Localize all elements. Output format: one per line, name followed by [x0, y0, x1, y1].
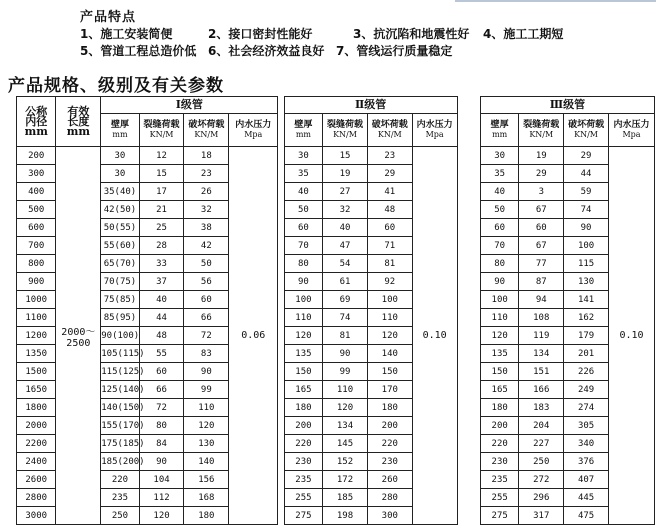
cell-crack-load: 119: [519, 327, 564, 345]
cell-wall-thickness: 200: [480, 417, 518, 435]
cell-wall-thickness: 175(185): [101, 435, 139, 453]
cell-wall-thickness: 120: [284, 327, 322, 345]
cell-diameter: 2800: [17, 489, 56, 507]
cell-diameter: 600: [17, 219, 56, 237]
cell-wall-thickness: 275: [480, 507, 518, 525]
gap-cell: [457, 114, 480, 147]
cell-diameter: 1100: [17, 309, 56, 327]
cell-effective-length: 2000～2500: [56, 147, 101, 525]
cell-failure-load: 100: [564, 237, 609, 255]
cell-wall-thickness: 220: [284, 435, 322, 453]
cell-crack-load: 204: [519, 417, 564, 435]
cell-failure-load: 90: [184, 363, 229, 381]
cell-crack-load: 90: [323, 345, 368, 363]
gap-cell: [457, 97, 480, 114]
col-header-failure-load: 破坏荷载 KN/M: [184, 114, 229, 147]
cell-wall-thickness: 110: [480, 309, 518, 327]
cell-wall-thickness: 50(55): [101, 219, 139, 237]
table-row: [17, 309, 655, 327]
table-row: [17, 165, 655, 183]
cell-diameter: 2000: [17, 417, 56, 435]
cell-crack-load: 40: [323, 219, 368, 237]
cell-failure-load: 38: [184, 219, 229, 237]
cell-crack-load: 37: [139, 273, 184, 291]
cell-wall-thickness: 220: [480, 435, 518, 453]
grade-1-header: Ⅰ级管: [101, 97, 278, 114]
cell-crack-load: 99: [323, 363, 368, 381]
cell-failure-load: 99: [184, 381, 229, 399]
cell-wall-thickness: 42(50): [101, 201, 139, 219]
cell-wall-thickness: 140(150): [101, 399, 139, 417]
cell-wall-thickness: 90(100): [101, 327, 139, 345]
cell-crack-load: 74: [323, 309, 368, 327]
cell-wall-thickness: 105(115): [101, 345, 139, 363]
cell-crack-load: 134: [519, 345, 564, 363]
cell-crack-load: 185: [323, 489, 368, 507]
cell-failure-load: 115: [564, 255, 609, 273]
cell-failure-load: 120: [184, 417, 229, 435]
cell-failure-load: 71: [367, 237, 412, 255]
cell-diameter: 1200: [17, 327, 56, 345]
cell-failure-load: 41: [367, 183, 412, 201]
cell-diameter: 2400: [17, 453, 56, 471]
col-header-length: 有效长度 mm: [56, 97, 101, 147]
cell-wall-thickness: 250: [101, 507, 139, 525]
product-features: [80, 9, 563, 60]
table-row: [17, 147, 655, 165]
cell-wall-thickness: 115(125): [101, 363, 139, 381]
cell-crack-load: 54: [323, 255, 368, 273]
table-row: [17, 291, 655, 309]
cell-failure-load: 29: [564, 147, 609, 165]
cell-failure-load: 475: [564, 507, 609, 525]
cell-wall-thickness: 55(60): [101, 237, 139, 255]
cell-failure-load: 200: [367, 417, 412, 435]
col-header-crack-load: 裂缝荷载 KN/M: [139, 114, 184, 147]
cell-failure-load: 81: [367, 255, 412, 273]
feature-item: 1、施工安装简便: [80, 27, 173, 41]
cell-wall-thickness: 70(75): [101, 273, 139, 291]
cell-failure-load: 300: [367, 507, 412, 525]
cell-crack-load: 90: [139, 453, 184, 471]
table-row: [17, 237, 655, 255]
spec-table: [16, 96, 655, 525]
cell-wall-thickness: 165: [284, 381, 322, 399]
cell-diameter: 1000: [17, 291, 56, 309]
cell-crack-load: 317: [519, 507, 564, 525]
cell-wall-thickness: 30: [101, 147, 139, 165]
cell-diameter: 1650: [17, 381, 56, 399]
cell-water-pressure: 0.06: [229, 147, 278, 525]
cell-wall-thickness: 50: [480, 201, 518, 219]
gap-cell: [457, 147, 480, 525]
cell-wall-thickness: 90: [284, 273, 322, 291]
cell-wall-thickness: 235: [480, 471, 518, 489]
cell-crack-load: 32: [323, 201, 368, 219]
table-row: [17, 453, 655, 471]
table-row: [17, 363, 655, 381]
cell-crack-load: 84: [139, 435, 184, 453]
cell-crack-load: 87: [519, 273, 564, 291]
cell-diameter: 2600: [17, 471, 56, 489]
features-row-2: [80, 43, 563, 60]
features-title: 产品特点: [80, 10, 137, 25]
cell-crack-load: 198: [323, 507, 368, 525]
cell-failure-load: 168: [184, 489, 229, 507]
table-row: [17, 201, 655, 219]
spec-table-wrapper: [16, 96, 655, 529]
col-header-crack-load: 裂缝荷载 KN/M: [519, 114, 564, 147]
col-header-failure-load: 破坏荷载 KN/M: [367, 114, 412, 147]
cell-crack-load: 29: [519, 165, 564, 183]
cell-wall-thickness: 35: [480, 165, 518, 183]
cell-crack-load: 152: [323, 453, 368, 471]
cell-crack-load: 47: [323, 237, 368, 255]
cell-wall-thickness: 30: [480, 147, 518, 165]
cell-failure-load: 162: [564, 309, 609, 327]
cell-wall-thickness: 135: [480, 345, 518, 363]
cell-water-pressure: 0.10: [412, 147, 457, 525]
cell-crack-load: 55: [139, 345, 184, 363]
cell-failure-load: 141: [564, 291, 609, 309]
cell-diameter: 400: [17, 183, 56, 201]
col-header-failure-load: 破坏荷载 KN/M: [564, 114, 609, 147]
cell-wall-thickness: 120: [480, 327, 518, 345]
col-header-water-pressure: 内水压力 Mpa: [412, 114, 457, 147]
feature-item: 2、接口密封性能好: [208, 27, 313, 41]
table-row: [17, 417, 655, 435]
cell-wall-thickness: 75(85): [101, 291, 139, 309]
feature-item: 5、管道工程总造价低: [80, 44, 197, 58]
feature-item: 7、管线运行质量稳定: [336, 44, 453, 58]
cell-crack-load: 77: [519, 255, 564, 273]
cell-crack-load: 183: [519, 399, 564, 417]
cell-crack-load: 3: [519, 183, 564, 201]
cell-failure-load: 42: [184, 237, 229, 255]
cell-wall-thickness: 60: [284, 219, 322, 237]
cell-failure-load: 130: [564, 273, 609, 291]
cell-crack-load: 19: [519, 147, 564, 165]
cell-wall-thickness: 100: [284, 291, 322, 309]
col-header-diameter: 公称内径 mm: [17, 97, 56, 147]
cell-wall-thickness: 165: [480, 381, 518, 399]
features-row-1: [80, 26, 563, 43]
table-row: [17, 381, 655, 399]
spec-section-title: 产品规格、级别及有关参数: [8, 76, 224, 96]
table-row: [17, 327, 655, 345]
cell-failure-load: 230: [367, 453, 412, 471]
cell-wall-thickness: 35(40): [101, 183, 139, 201]
cell-failure-load: 220: [367, 435, 412, 453]
cell-crack-load: 66: [139, 381, 184, 399]
cell-crack-load: 21: [139, 201, 184, 219]
cell-crack-load: 94: [519, 291, 564, 309]
table-row: [17, 255, 655, 273]
cell-crack-load: 80: [139, 417, 184, 435]
cell-failure-load: 48: [367, 201, 412, 219]
cell-failure-load: 66: [184, 309, 229, 327]
cell-failure-load: 92: [367, 273, 412, 291]
cell-wall-thickness: 80: [480, 255, 518, 273]
cell-crack-load: 60: [139, 363, 184, 381]
cell-wall-thickness: 255: [480, 489, 518, 507]
cell-failure-load: 170: [367, 381, 412, 399]
cell-failure-load: 260: [367, 471, 412, 489]
cell-crack-load: 69: [323, 291, 368, 309]
cell-crack-load: 60: [519, 219, 564, 237]
cell-wall-thickness: 180: [284, 399, 322, 417]
cell-wall-thickness: 180: [480, 399, 518, 417]
cell-wall-thickness: 60: [480, 219, 518, 237]
cell-crack-load: 15: [323, 147, 368, 165]
cell-diameter: 300: [17, 165, 56, 183]
cell-crack-load: 48: [139, 327, 184, 345]
cell-failure-load: 445: [564, 489, 609, 507]
table-row: [17, 471, 655, 489]
cell-failure-load: 44: [564, 165, 609, 183]
cell-failure-load: 156: [184, 471, 229, 489]
cell-crack-load: 19: [323, 165, 368, 183]
table-row: [17, 183, 655, 201]
cell-failure-load: 280: [367, 489, 412, 507]
cell-failure-load: 305: [564, 417, 609, 435]
cell-wall-thickness: 70: [480, 237, 518, 255]
cell-failure-load: 249: [564, 381, 609, 399]
cell-crack-load: 110: [323, 381, 368, 399]
cell-wall-thickness: 65(70): [101, 255, 139, 273]
cell-wall-thickness: 255: [284, 489, 322, 507]
col-header-crack-load: 裂缝荷载 KN/M: [323, 114, 368, 147]
table-row: [17, 507, 655, 525]
grade-2-header: Ⅱ级管: [284, 97, 457, 114]
cell-wall-thickness: 235: [284, 471, 322, 489]
cell-diameter: 900: [17, 273, 56, 291]
cell-wall-thickness: 30: [101, 165, 139, 183]
cell-diameter: 500: [17, 201, 56, 219]
cell-failure-load: 180: [367, 399, 412, 417]
table-row: [17, 219, 655, 237]
cell-failure-load: 179: [564, 327, 609, 345]
cell-diameter: 200: [17, 147, 56, 165]
cell-failure-load: 110: [184, 399, 229, 417]
cell-crack-load: 67: [519, 237, 564, 255]
cell-failure-load: 274: [564, 399, 609, 417]
cell-crack-load: 28: [139, 237, 184, 255]
cell-diameter: 700: [17, 237, 56, 255]
feature-item: 6、社会经济效益良好: [208, 44, 325, 58]
cell-failure-load: 407: [564, 471, 609, 489]
cell-wall-thickness: 185(200): [101, 453, 139, 471]
cell-wall-thickness: 235: [101, 489, 139, 507]
cell-crack-load: 166: [519, 381, 564, 399]
col-header-water-pressure: 内水压力 Mpa: [608, 114, 654, 147]
cell-failure-load: 100: [367, 291, 412, 309]
cell-failure-load: 201: [564, 345, 609, 363]
cell-crack-load: 296: [519, 489, 564, 507]
cell-wall-thickness: 150: [480, 363, 518, 381]
cell-failure-load: 83: [184, 345, 229, 363]
cell-crack-load: 72: [139, 399, 184, 417]
cell-crack-load: 33: [139, 255, 184, 273]
table-row: [17, 345, 655, 363]
cell-water-pressure: 0.10: [608, 147, 654, 525]
col-header-wall-thickness: 壁厚 mm: [480, 114, 518, 147]
cell-crack-load: 227: [519, 435, 564, 453]
cell-wall-thickness: 90: [480, 273, 518, 291]
cell-diameter: 2200: [17, 435, 56, 453]
cell-wall-thickness: 40: [480, 183, 518, 201]
cell-failure-load: 90: [564, 219, 609, 237]
cell-failure-load: 72: [184, 327, 229, 345]
cell-crack-load: 250: [519, 453, 564, 471]
cell-crack-load: 120: [323, 399, 368, 417]
cell-failure-load: 56: [184, 273, 229, 291]
cell-crack-load: 17: [139, 183, 184, 201]
cell-failure-load: 26: [184, 183, 229, 201]
cell-failure-load: 226: [564, 363, 609, 381]
cell-wall-thickness: 30: [284, 147, 322, 165]
col-header-water-pressure: 内水压力 Mpa: [229, 114, 278, 147]
cell-wall-thickness: 35: [284, 165, 322, 183]
cell-failure-load: 140: [367, 345, 412, 363]
cell-crack-load: 81: [323, 327, 368, 345]
cell-failure-load: 110: [367, 309, 412, 327]
cell-crack-load: 104: [139, 471, 184, 489]
cell-crack-load: 145: [323, 435, 368, 453]
table-row: [17, 399, 655, 417]
cell-failure-load: 340: [564, 435, 609, 453]
cell-diameter: 800: [17, 255, 56, 273]
cell-crack-load: 25: [139, 219, 184, 237]
cell-failure-load: 32: [184, 201, 229, 219]
cell-crack-load: 67: [519, 201, 564, 219]
cell-diameter: 1500: [17, 363, 56, 381]
cell-wall-thickness: 40: [284, 183, 322, 201]
table-row: [17, 435, 655, 453]
cell-crack-load: 134: [323, 417, 368, 435]
cell-diameter: 1800: [17, 399, 56, 417]
cell-crack-load: 44: [139, 309, 184, 327]
cell-wall-thickness: 50: [284, 201, 322, 219]
cell-crack-load: 112: [139, 489, 184, 507]
feature-item: 3、抗沉陷和地震性好: [353, 27, 470, 41]
cell-failure-load: 60: [184, 291, 229, 309]
cell-wall-thickness: 150: [284, 363, 322, 381]
cell-wall-thickness: 135: [284, 345, 322, 363]
cell-failure-load: 23: [367, 147, 412, 165]
cell-failure-load: 150: [367, 363, 412, 381]
cell-wall-thickness: 230: [284, 453, 322, 471]
cell-diameter: 3000: [17, 507, 56, 525]
cell-wall-thickness: 80: [284, 255, 322, 273]
cell-crack-load: 108: [519, 309, 564, 327]
cell-wall-thickness: 110: [284, 309, 322, 327]
cell-wall-thickness: 70: [284, 237, 322, 255]
cell-wall-thickness: 220: [101, 471, 139, 489]
cell-crack-load: 12: [139, 147, 184, 165]
cell-crack-load: 120: [139, 507, 184, 525]
cell-wall-thickness: 100: [480, 291, 518, 309]
cell-crack-load: 272: [519, 471, 564, 489]
cell-wall-thickness: 155(170): [101, 417, 139, 435]
cell-failure-load: 18: [184, 147, 229, 165]
cell-crack-load: 172: [323, 471, 368, 489]
cell-wall-thickness: 230: [480, 453, 518, 471]
cell-failure-load: 140: [184, 453, 229, 471]
cell-wall-thickness: 200: [284, 417, 322, 435]
cell-failure-load: 60: [367, 219, 412, 237]
top-rule: [455, 0, 656, 2]
cell-failure-load: 376: [564, 453, 609, 471]
cell-crack-load: 61: [323, 273, 368, 291]
table-row: [17, 273, 655, 291]
cell-crack-load: 27: [323, 183, 368, 201]
cell-wall-thickness: 125(140): [101, 381, 139, 399]
cell-crack-load: 15: [139, 165, 184, 183]
cell-wall-thickness: 275: [284, 507, 322, 525]
col-header-wall-thickness: 壁厚 mm: [284, 114, 322, 147]
cell-failure-load: 74: [564, 201, 609, 219]
grade-3-header: Ⅲ级管: [480, 97, 654, 114]
cell-failure-load: 50: [184, 255, 229, 273]
feature-item: 4、施工工期短: [483, 27, 564, 41]
col-header-wall-thickness: 壁厚 mm: [101, 114, 139, 147]
cell-failure-load: 23: [184, 165, 229, 183]
cell-failure-load: 130: [184, 435, 229, 453]
cell-failure-load: 29: [367, 165, 412, 183]
cell-crack-load: 151: [519, 363, 564, 381]
cell-failure-load: 180: [184, 507, 229, 525]
cell-failure-load: 120: [367, 327, 412, 345]
cell-wall-thickness: 85(95): [101, 309, 139, 327]
cell-diameter: 1350: [17, 345, 56, 363]
cell-failure-load: 59: [564, 183, 609, 201]
cell-crack-load: 40: [139, 291, 184, 309]
table-row: [17, 489, 655, 507]
